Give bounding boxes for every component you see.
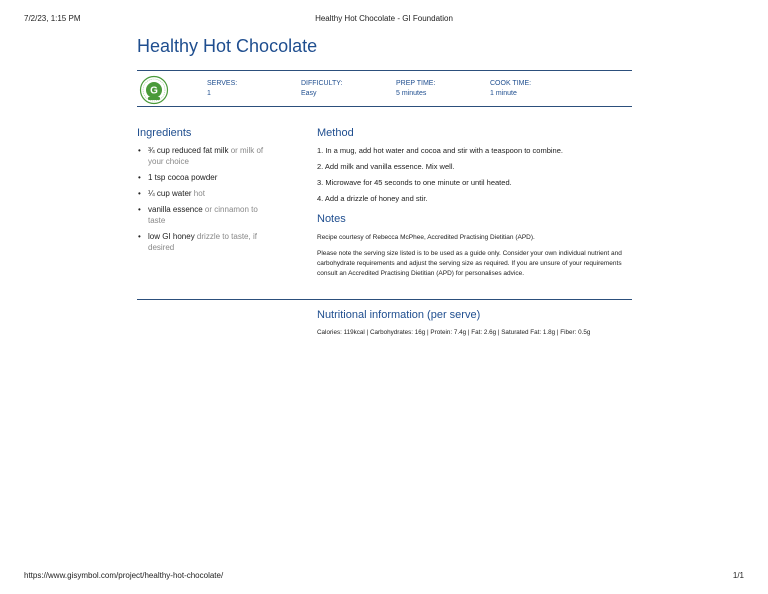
meta-top-rule: [137, 70, 632, 71]
ingredient-item: [137, 188, 277, 199]
page-url-link[interactable]: https://www.gisymbol.com/project/healthy-hot-chocolate/: [24, 571, 224, 580]
cook-time-meta: [490, 79, 531, 99]
recipe-title: Healthy Hot Chocolate: [137, 36, 318, 56]
bullet-icon: •: [138, 205, 141, 214]
nutrition-facts: Calories: 119kcal | Carbohydrates: 16g | Protein: 7.4g | Fat: 2.6g | Saturated Fat: 1.8g | Fiber: 0.5g: [317, 329, 591, 336]
ingredient-main: ¼ cup water: [148, 189, 192, 198]
gi-symbol-logo-icon: [139, 75, 169, 105]
bullet-icon: •: [138, 173, 141, 182]
nutrition-heading: Nutritional information (per serve): [317, 309, 481, 321]
ingredient-note: or milk of your choice: [148, 146, 264, 166]
nutrition-rule: [137, 299, 632, 300]
serves-value: 1: [207, 90, 211, 97]
difficulty-meta: [301, 79, 342, 99]
page-number: 1/1: [732, 571, 744, 580]
ingredient-main: 1 tsp cocoa powder: [148, 173, 218, 182]
ingredient-note: or cinnamon to taste: [148, 205, 258, 225]
cook-time-value: 1 minute: [490, 90, 517, 97]
ingredient-main: vanilla essence: [148, 205, 203, 214]
difficulty-label: DIFFICULTY:: [301, 80, 343, 87]
print-page-title: Healthy Hot Chocolate - GI Foundation: [315, 14, 453, 23]
ingredient-note: drizzle to taste, if desired: [148, 232, 257, 252]
ingredient-item: [137, 231, 277, 253]
method-heading: Method: [317, 127, 354, 139]
serves-label: SERVES:: [207, 80, 238, 87]
print-date: 7/2/23, 1:15 PM: [24, 14, 81, 23]
meta-bottom-rule: [137, 106, 632, 107]
ingredient-main: ¾ cup reduced fat milk: [148, 146, 229, 155]
serves-meta: [207, 79, 237, 99]
prep-time-value: 5 minutes: [396, 90, 427, 97]
bullet-icon: •: [138, 146, 141, 155]
ingredient-note: hot: [191, 189, 205, 198]
prep-time-meta: [396, 79, 435, 99]
ingredient-item: [137, 204, 277, 226]
serving-disclaimer: Please note the serving size listed is to be used as a guide only. Consider your own individual nutrient and carbohydrate requirements and adjust the serving size as required. If you are unsure of your requirements consult an Accredited Practising Dietitian (APD) for personalises advice.: [317, 250, 622, 277]
difficulty-value: Easy: [301, 90, 317, 97]
ingredient-main: low GI honey: [148, 232, 195, 241]
ingredient-item: [137, 172, 277, 183]
method-step: 4. Add a drizzle of honey and stir.: [317, 194, 428, 203]
notes-heading: Notes: [317, 213, 346, 225]
method-step: 3. Microwave for 45 seconds to one minute or until heated.: [317, 178, 512, 187]
method-step: 2. Add milk and vanilla essence. Mix well.: [317, 162, 455, 171]
method-steps-list: [317, 146, 632, 210]
prep-time-label: PREP TIME:: [396, 80, 436, 87]
recipe-credit: Recipe courtesy of Rebecca McPhee, Accredited Practising Dietitian (APD).: [317, 234, 535, 241]
bullet-icon: •: [138, 232, 141, 241]
ingredients-list: [137, 145, 277, 258]
ingredient-item: [137, 145, 277, 167]
svg-text:G: G: [150, 85, 158, 97]
bullet-icon: •: [138, 189, 141, 198]
method-step: 1. In a mug, add hot water and cocoa and stir with a teaspoon to combine.: [317, 146, 563, 155]
ingredients-heading: Ingredients: [137, 127, 192, 139]
cook-time-label: COOK TIME:: [490, 80, 532, 87]
